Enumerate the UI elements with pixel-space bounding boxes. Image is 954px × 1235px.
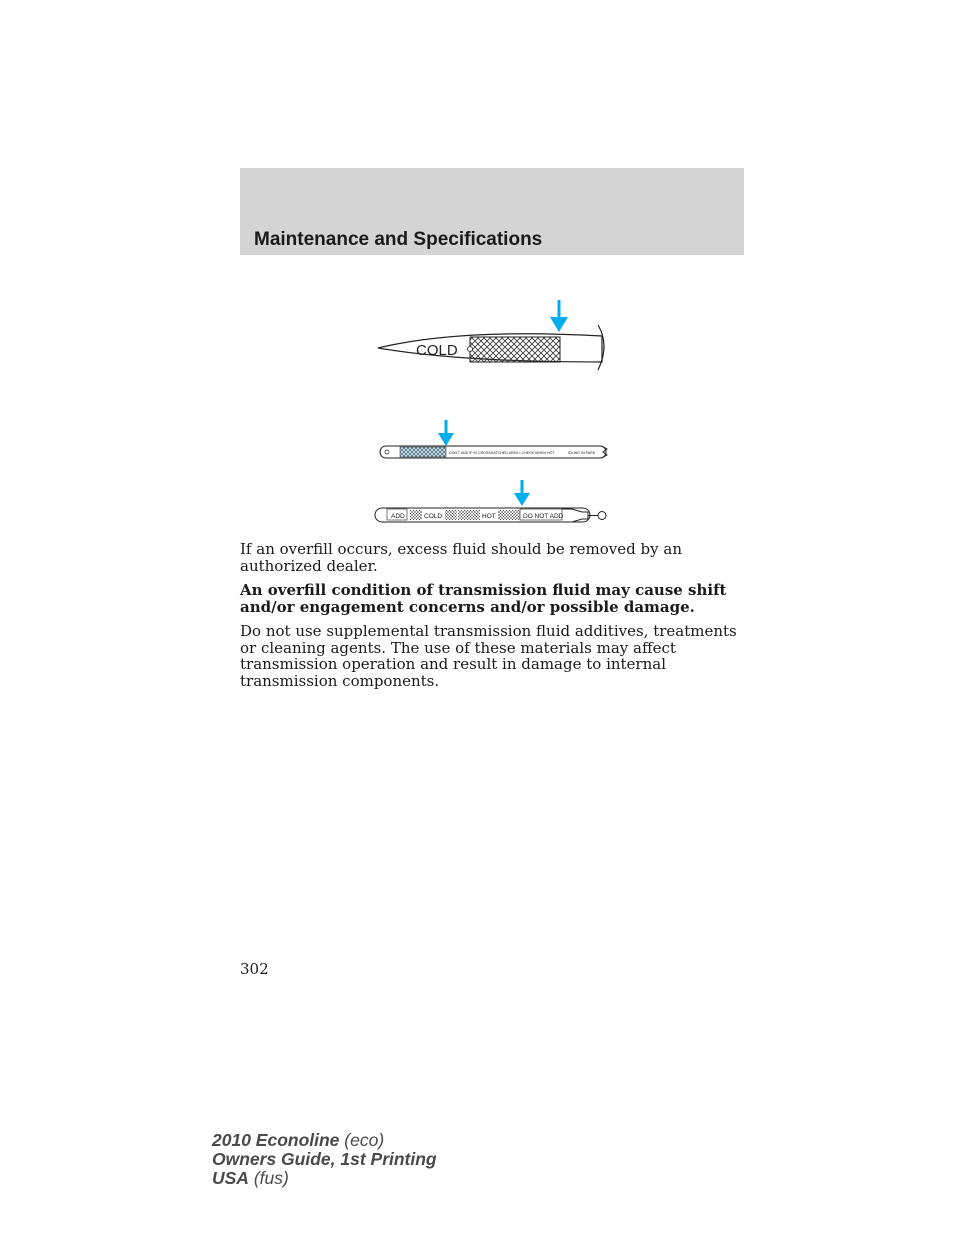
dipstick-cold-label: COLD	[416, 342, 458, 359]
body-text	[240, 541, 744, 697]
footer-line-1	[212, 1131, 437, 1150]
dipstick-cold	[378, 300, 604, 370]
warning-paragraph: An overfill condition of transmission fluid may cause shift and/or engagement concerns and/or possible damage.	[240, 581, 727, 616]
section-header-band	[240, 168, 744, 255]
arrow-markers-icon	[514, 480, 530, 506]
dipstick-markers	[375, 480, 606, 522]
section-title: Maintenance and Specifications	[254, 229, 543, 250]
arrow-cold-icon	[550, 300, 568, 332]
footer-line-2	[212, 1150, 437, 1169]
dipstick-illustration	[370, 290, 620, 530]
paragraph-overfill: If an overfill occurs, excess fluid should be removed by an authorized dealer.	[240, 540, 682, 575]
footer-market: USA	[212, 1168, 249, 1188]
paragraph-additives: Do not use supplemental transmission fluid additives, treatments or cleaning agents. The use of these materials may affect transmission operation and result in damage to internal transmission components.	[240, 622, 737, 690]
dipstick-label-do-not-add: DO NOT ADD	[523, 513, 564, 520]
footer-market-code: (fus)	[253, 1168, 289, 1188]
dipstick-label-hot: HOT	[482, 513, 496, 520]
arrow-warning-icon	[438, 420, 454, 446]
footer-model-code: (eco)	[344, 1130, 385, 1150]
footer	[212, 1131, 437, 1188]
dipstick-label-add: ADD	[391, 513, 405, 520]
dipstick-label-cold: COLD	[424, 513, 443, 520]
dipstick-warning-text-2: IDLING IN PARK	[568, 451, 596, 455]
dipstick-warning-text: DON'T ADD IF IN CROSSHATCHED AREA • CHECK WHEN HOT	[449, 451, 555, 455]
footer-model: 2010 Econoline	[212, 1130, 340, 1150]
dipstick-warning	[380, 420, 607, 458]
footer-line-3	[212, 1169, 437, 1188]
page-number: 302	[240, 960, 269, 978]
footer-printing: Owners Guide, 1st Printing	[212, 1149, 437, 1169]
